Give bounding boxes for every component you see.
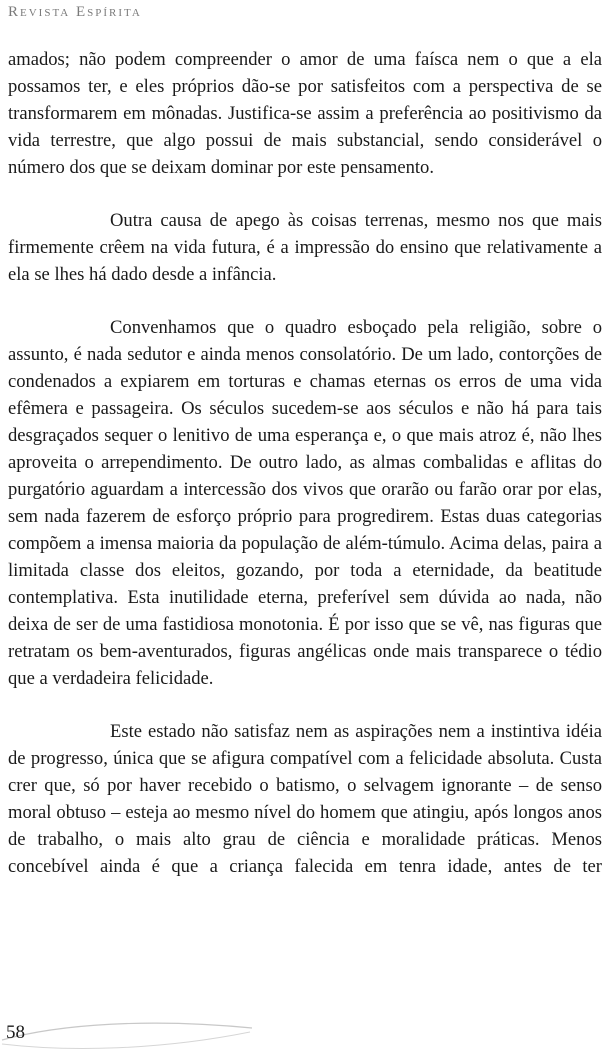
paragraph-3: Convenhamos que o quadro esboçado pela religião, sobre o assunto, é nada sedutor e ainda menos consolatório. De um lado, contorções de condenados a expiarem em torturas e chamas eternas os erros de uma vida efêmera e passageira. Os séculos sucedem-se aos séculos e não há para tais desgraçados sequer o lenitivo de uma esperança e, o que mais atroz é, não lhes aproveita o arrependimento. De outro lado, as almas combalidas e aflitas do purgatório aguardam a intercessão dos vivos que orarão ou farão orar por elas, sem nada fazerem de esforço próprio para progredirem. Estas duas categorias compõem a imensa maioria da população de além-túmulo. Acima delas, paira a limitada classe dos eleitos, gozando, por toda a eternidade, da beatitude contemplativa. Esta inutilidade eterna, preferível sem dúvida ao nada, não deixa de ser de uma fastidiosa monotonia. É por isso que se vê, nas figuras que retratam os bem-aventurados, figuras angélicas onde mais transparece o tédio que a verdadeira felicidade. (8, 317, 602, 689)
running-head: Revista Espírita (8, 4, 142, 20)
paragraph-2: Outra causa de apego às coisas terrenas, mesmo nos que mais firmemente crêem na vida futura, é a impressão do ensino que relativamente a ela se lhes há dado desde a infância. (8, 210, 602, 285)
paragraph-4: Este estado não satisfaz nem as aspirações nem a instintiva idéia de progresso, única que se afigura compatível com a felicidade absoluta. Custa crer que, só por haver recebido o batismo, o selvagem ignorante – de senso moral obtuso – esteja ao mesmo nível do homem que atingiu, após longos anos de trabalho, o mais alto grau de ciência e moralidade práticas. Menos concebível ainda é que a criança falecida em tenra idade, antes de ter (8, 721, 602, 877)
page-number: 58 (6, 1022, 25, 1043)
paragraph-1: amados; não podem compreender o amor de uma faísca nem o que a ela possamos ter, e eles próprios dão-se por satisfeitos com a perspectiva de se transformarem em mônadas. Justifica-se assim a preferência ao positivismo da vida terrestre, que algo possui de mais substancial, sendo considerável o número dos que se deixam dominar por este pensamento. (8, 49, 602, 178)
page-body (8, 46, 602, 1006)
footer-swoosh-ornament (0, 1010, 260, 1055)
